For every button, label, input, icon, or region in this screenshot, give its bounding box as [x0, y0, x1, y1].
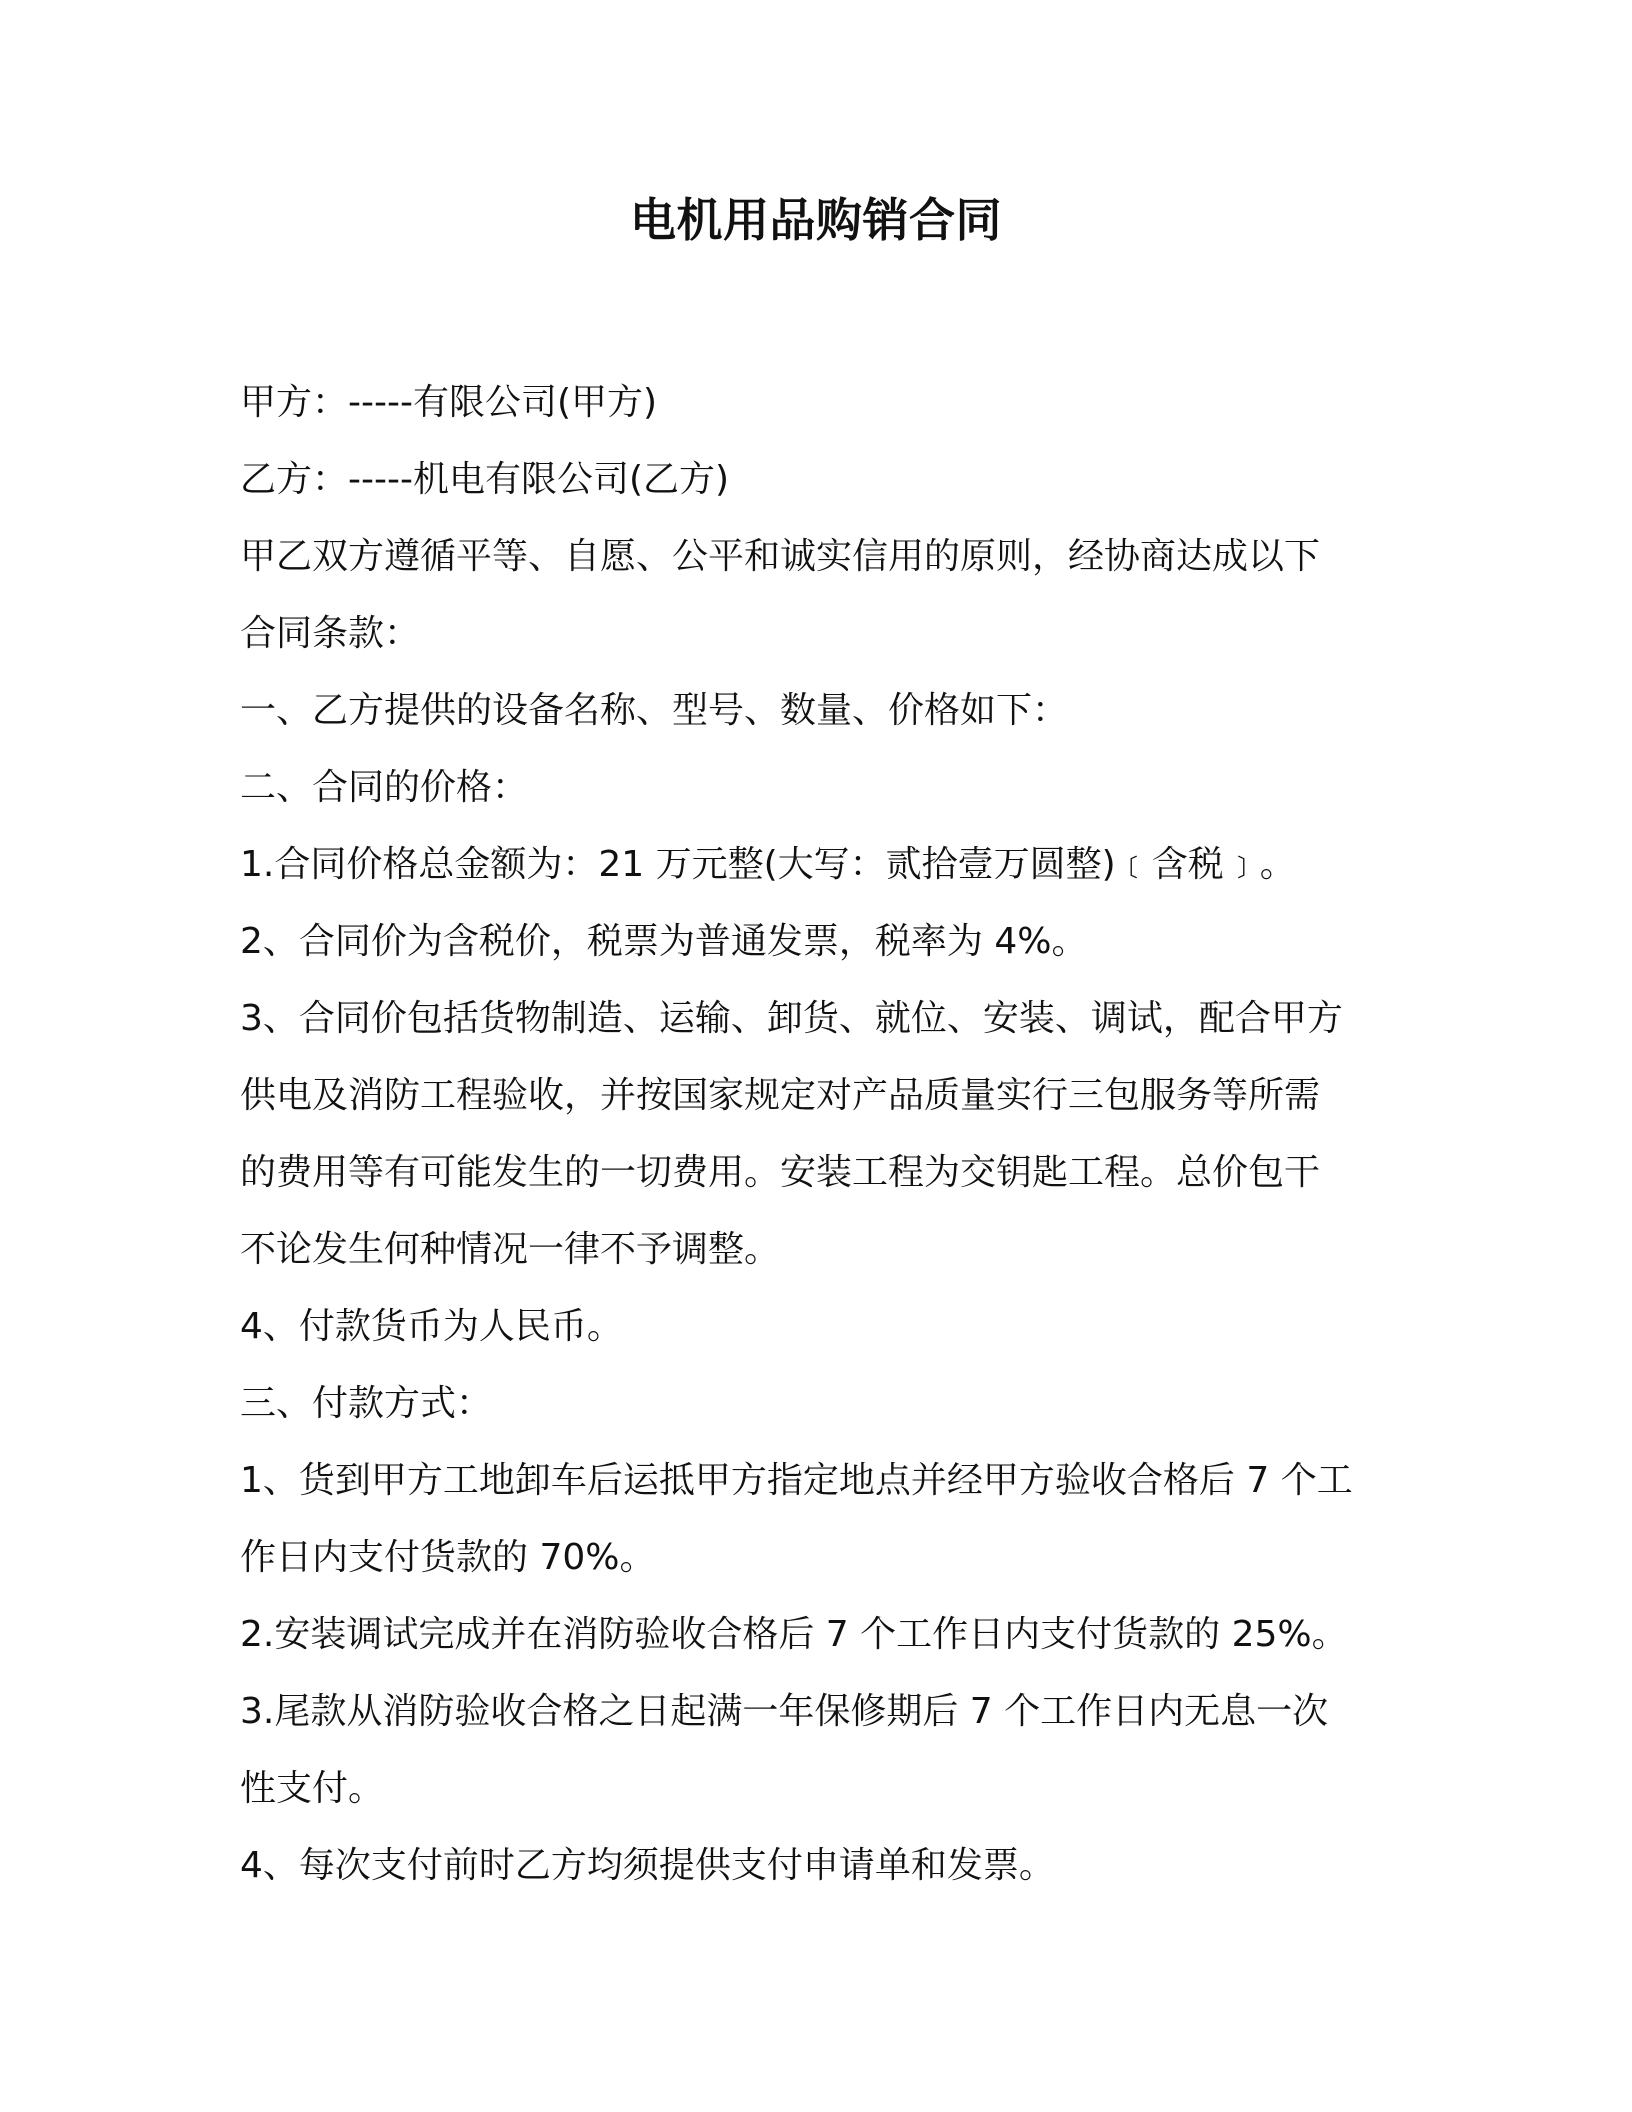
payment-clause-1-line-1: 1、货到甲方工地卸车后运抵甲方指定地点并经甲方验收合格后 7 个工 — [240, 1460, 1353, 1501]
document-title: 电机用品购销合同 — [630, 193, 1002, 247]
section-3-heading: 三、付款方式： — [240, 1383, 493, 1424]
price-clause-3-line-1: 3、合同价包括货物制造、运输、卸货、就位、安装、调试，配合甲方 — [240, 998, 1343, 1039]
payment-clause-4: 4、每次支付前时乙方均须提供支付申请单和发票。 — [240, 1845, 1055, 1886]
section-2-heading: 二、合同的价格： — [240, 767, 529, 808]
price-clause-3-line-4: 不论发生何种情况一律不予调整。 — [240, 1229, 781, 1270]
party-b-line: 乙方：-----机电有限公司(乙方) — [240, 459, 730, 500]
party-a-line: 甲方：-----有限公司(甲方) — [240, 382, 658, 423]
payment-clause-2: 2.安装调试完成并在消防验收合格后 7 个工作日内支付货款的 25%。 — [240, 1614, 1348, 1655]
price-clause-3-line-2: 供电及消防工程验收，并按国家规定对产品质量实行三包服务等所需 — [240, 1075, 1321, 1116]
price-clause-4: 4、付款货币为人民币。 — [240, 1306, 623, 1347]
preamble-line-2: 合同条款： — [240, 613, 421, 654]
preamble-line-1: 甲乙双方遵循平等、自愿、公平和诚实信用的原则，经协商达成以下 — [240, 536, 1321, 577]
payment-clause-1-line-2: 作日内支付货款的 70%。 — [240, 1537, 656, 1578]
payment-clause-3-line-2: 性支付。 — [240, 1768, 385, 1809]
section-1-heading: 一、乙方提供的设备名称、型号、数量、价格如下： — [240, 690, 1069, 731]
document-body — [240, 364, 1380, 1904]
price-clause-1: 1.合同价格总金额为：21 万元整(大写：贰拾壹万圆整)﹝含税﹞。 — [240, 844, 1296, 885]
price-clause-3-line-3: 的费用等有可能发生的一切费用。安装工程为交钥匙工程。总价包干 — [240, 1152, 1321, 1193]
price-clause-2: 2、合同价为含税价，税票为普通发票，税率为 4%。 — [240, 921, 1088, 962]
payment-clause-3-line-1: 3.尾款从消防验收合格之日起满一年保修期后 7 个工作日内无息一次 — [240, 1691, 1329, 1732]
